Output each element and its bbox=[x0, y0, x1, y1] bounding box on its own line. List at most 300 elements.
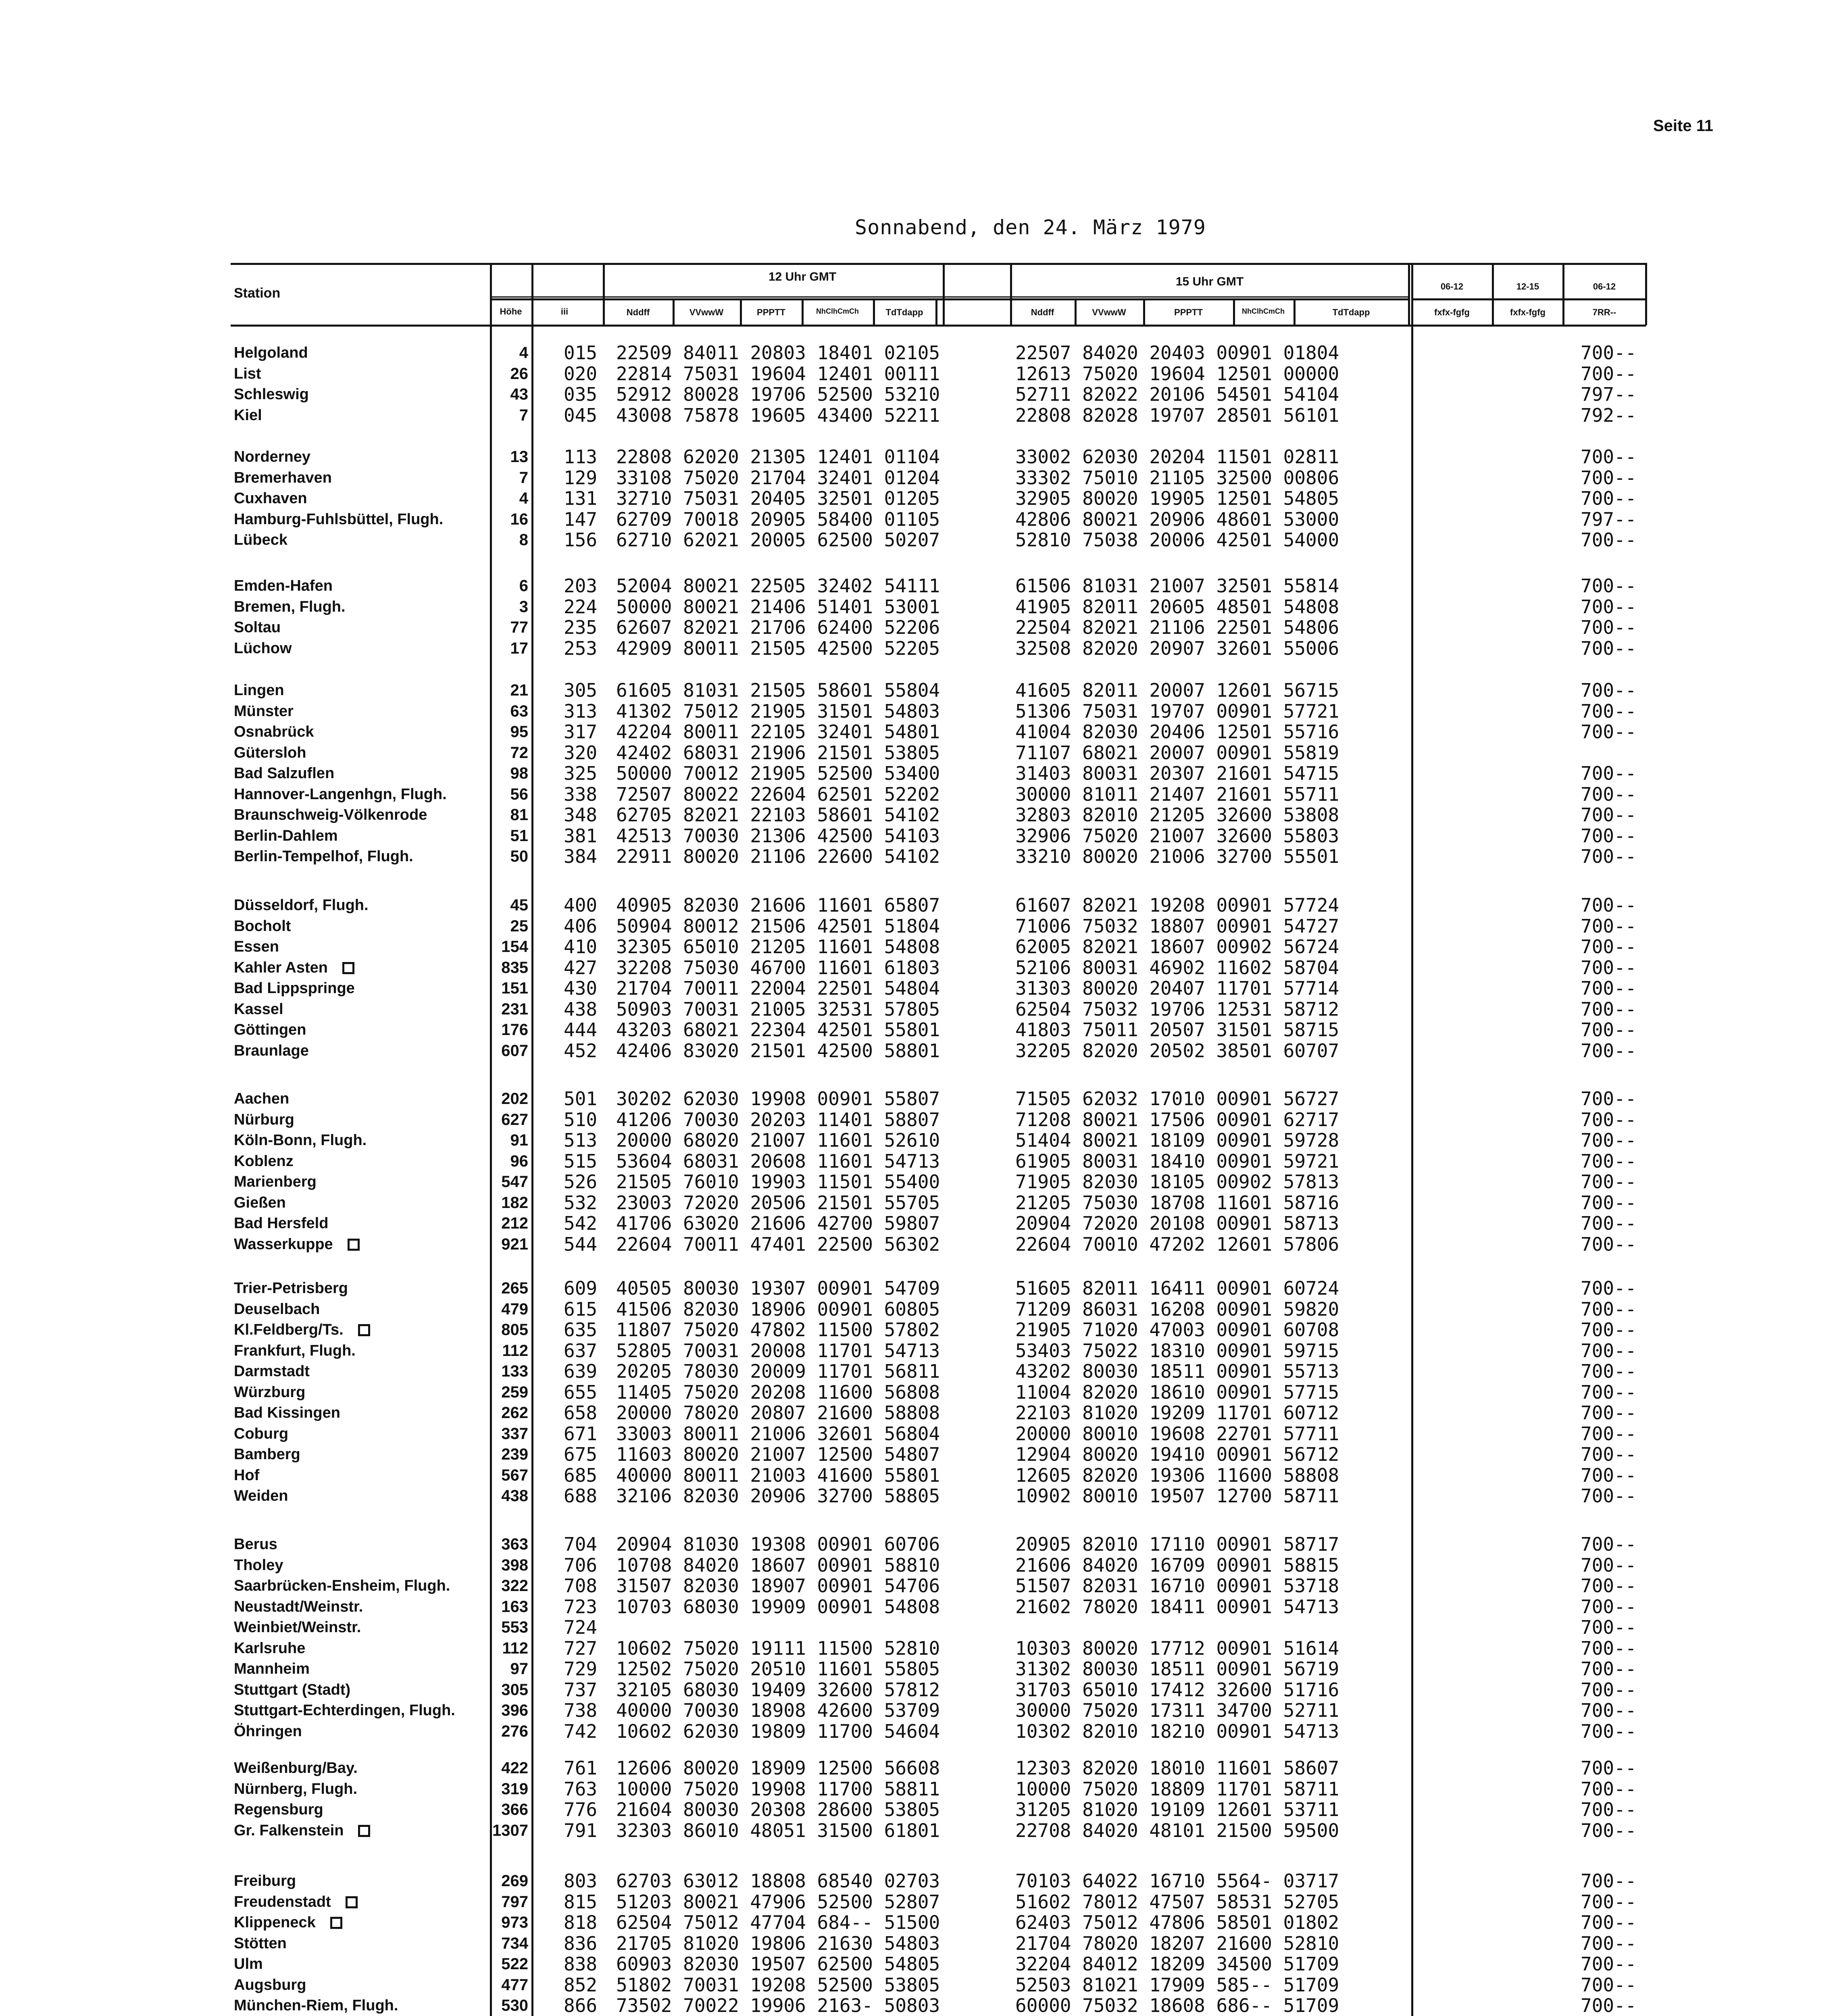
station-group bbox=[0, 1534, 1833, 1742]
station-name-text: Nürburg bbox=[234, 1111, 294, 1128]
station-height: 4 bbox=[519, 344, 528, 362]
station-height: 479 bbox=[501, 1300, 528, 1318]
obs-12-gmt: 32305 65010 21205 11601 54808 bbox=[616, 936, 940, 958]
precip-code: 700-- bbox=[1581, 679, 1637, 701]
station-height: 398 bbox=[501, 1556, 528, 1574]
precip-code: 700-- bbox=[1581, 1757, 1637, 1779]
mountain-station-square-icon bbox=[342, 962, 354, 974]
table-row bbox=[0, 1278, 1833, 1299]
obs-12-gmt: 43203 68021 22304 42501 55801 bbox=[616, 1019, 940, 1041]
obs-12-gmt: 21705 81020 19806 21630 54803 bbox=[616, 1932, 940, 1954]
table-row bbox=[0, 1444, 1833, 1465]
table-row bbox=[0, 405, 1833, 426]
station-name bbox=[234, 597, 346, 618]
station-height: 269 bbox=[501, 1872, 528, 1890]
station-height: 91 bbox=[510, 1131, 528, 1149]
obs-12-gmt: 22911 80020 21106 22600 54102 bbox=[616, 846, 940, 867]
station-name-text: Bad Lippspringe bbox=[234, 980, 355, 997]
table-row bbox=[0, 1130, 1833, 1151]
station-index: 763 bbox=[564, 1778, 598, 1800]
precip-code: 700-- bbox=[1581, 1778, 1637, 1800]
station-name-text: Weiden bbox=[234, 1487, 288, 1504]
station-name-text: Soltau bbox=[234, 619, 281, 636]
station-index: 635 bbox=[564, 1319, 598, 1341]
hoehe-column-header: Höhe bbox=[500, 306, 522, 317]
block-12-gmt-header: 12 Uhr GMT bbox=[768, 270, 837, 283]
station-name-text: Deuselbach bbox=[234, 1300, 320, 1318]
station-name-text: Bad Hersfeld bbox=[234, 1215, 329, 1232]
obs-12-gmt: 51802 70031 19208 52500 53805 bbox=[616, 1974, 940, 1996]
station-name bbox=[234, 1193, 286, 1214]
obs-15-gmt: 22708 84020 48101 21500 59500 bbox=[1015, 1819, 1339, 1841]
obs-15-gmt: 51507 82031 16710 00901 53718 bbox=[1015, 1575, 1339, 1597]
table-row bbox=[0, 1299, 1833, 1320]
station-name-text: Frankfurt, Flugh. bbox=[234, 1342, 356, 1359]
precip-code: 700-- bbox=[1581, 700, 1637, 722]
station-group bbox=[0, 1758, 1833, 1841]
station-name-text: Freudenstadt bbox=[234, 1893, 331, 1910]
station-name-text: Gießen bbox=[234, 1194, 286, 1211]
obs-15-gmt: 61506 81031 21007 32501 55814 bbox=[1015, 575, 1339, 597]
precip-code: 700-- bbox=[1581, 1637, 1637, 1659]
obs-12-gmt: 32710 75031 20405 32501 01205 bbox=[616, 487, 940, 509]
station-name-text: Bocholt bbox=[234, 917, 291, 935]
station-index: 253 bbox=[564, 637, 598, 659]
station-index: 708 bbox=[564, 1575, 598, 1597]
station-name bbox=[234, 978, 355, 999]
obs-15-gmt: 22507 84020 20403 00901 01804 bbox=[1015, 342, 1339, 364]
station-name-text: Stötten bbox=[234, 1935, 287, 1952]
obs-15-gmt: 71208 80021 17506 00901 62717 bbox=[1015, 1108, 1339, 1131]
obs-12-gmt: 40000 70030 18908 42600 53709 bbox=[616, 1699, 940, 1721]
station-index: 639 bbox=[564, 1360, 598, 1382]
table-row bbox=[0, 1912, 1833, 1933]
obs-12-gmt: 50904 80012 21506 42501 51804 bbox=[616, 915, 940, 937]
station-height: 25 bbox=[510, 917, 528, 935]
station-name-text: Köln-Bonn, Flugh. bbox=[234, 1132, 367, 1149]
station-height: 77 bbox=[510, 619, 528, 636]
station-index: 532 bbox=[564, 1191, 598, 1214]
table-row bbox=[0, 1534, 1833, 1555]
obs-12-gmt: 42406 83020 21501 42500 58801 bbox=[616, 1039, 940, 1062]
obs-15-gmt: 22103 81020 19209 11701 60712 bbox=[1015, 1402, 1339, 1424]
station-height: 21 bbox=[510, 681, 528, 699]
station-name-text: Berlin-Dahlem bbox=[234, 827, 338, 844]
station-name bbox=[234, 468, 332, 489]
station-height: 6 bbox=[519, 577, 528, 595]
station-name-text: Würzburg bbox=[234, 1383, 306, 1401]
station-name bbox=[234, 763, 334, 784]
obs-12-gmt: 30202 62030 19908 00901 55807 bbox=[616, 1088, 940, 1110]
obs-15-gmt: 52810 75038 20006 42501 54000 bbox=[1015, 529, 1339, 551]
table-row bbox=[0, 1721, 1833, 1742]
station-height: 98 bbox=[510, 764, 528, 782]
station-name bbox=[234, 1638, 305, 1659]
obs-12-gmt: 40000 80011 21003 41600 55801 bbox=[616, 1464, 940, 1486]
station-name bbox=[234, 1130, 367, 1151]
obs-15-gmt: 22504 82021 21106 22501 54806 bbox=[1015, 616, 1339, 638]
table-row bbox=[0, 1892, 1833, 1913]
precip-code: 700-- bbox=[1581, 1932, 1637, 1954]
station-group bbox=[0, 895, 1833, 1061]
precip-code: 700-- bbox=[1581, 637, 1637, 659]
precip-code: 700-- bbox=[1581, 1191, 1637, 1214]
precip-code: 700-- bbox=[1581, 762, 1637, 784]
station-name-text: Göttingen bbox=[234, 1021, 306, 1038]
obs-12-gmt: 53604 68031 20608 11601 54713 bbox=[616, 1150, 940, 1172]
station-name-text: Augsburg bbox=[234, 1976, 306, 1993]
station-index: 761 bbox=[564, 1757, 598, 1779]
station-name bbox=[234, 509, 443, 530]
station-name bbox=[234, 1172, 317, 1193]
station-index: 224 bbox=[564, 596, 598, 618]
precip-code: 700-- bbox=[1581, 1233, 1637, 1255]
station-name bbox=[234, 1892, 358, 1913]
station-group bbox=[0, 1278, 1833, 1507]
station-name-text: Regensburg bbox=[234, 1801, 323, 1818]
station-height: 627 bbox=[501, 1110, 528, 1129]
station-name bbox=[234, 1779, 357, 1800]
station-height: 97 bbox=[510, 1660, 528, 1678]
obs-15-gmt: 12613 75020 19604 12501 00000 bbox=[1015, 362, 1339, 385]
station-height: 112 bbox=[502, 1341, 528, 1360]
precip-code: 700-- bbox=[1581, 1088, 1637, 1110]
station-index: 320 bbox=[564, 741, 598, 764]
station-index: 513 bbox=[564, 1129, 598, 1151]
obs-15-gmt: 71505 62032 17010 00901 56727 bbox=[1015, 1088, 1339, 1110]
station-height: 182 bbox=[501, 1193, 528, 1212]
precip-code: 700-- bbox=[1581, 1171, 1637, 1193]
obs-15-gmt: 31302 80030 18511 00901 56719 bbox=[1015, 1658, 1339, 1680]
precip-code: 792-- bbox=[1581, 404, 1637, 426]
station-name-text: Norderney bbox=[234, 448, 311, 465]
station-name-text: Koblenz bbox=[234, 1152, 294, 1170]
station-height: 239 bbox=[501, 1445, 528, 1463]
table-row bbox=[0, 1555, 1833, 1576]
station-index: 313 bbox=[564, 700, 598, 722]
precip-code: 700-- bbox=[1581, 1443, 1637, 1465]
station-index: 738 bbox=[564, 1699, 598, 1721]
station-name-text: Lüchow bbox=[234, 639, 292, 657]
table-row bbox=[0, 1041, 1833, 1062]
obs-15-gmt: 20000 80010 19608 22701 57711 bbox=[1015, 1422, 1339, 1445]
table-row bbox=[0, 1700, 1833, 1721]
station-group bbox=[0, 1871, 1833, 2016]
table-row bbox=[0, 805, 1833, 826]
station-index: 727 bbox=[564, 1637, 598, 1659]
station-height: 7 bbox=[519, 406, 528, 424]
obs-15-gmt: 61905 80031 18410 00901 59721 bbox=[1015, 1150, 1339, 1172]
station-index: 020 bbox=[564, 362, 598, 385]
obs-15-gmt: 41803 75011 20507 31501 58715 bbox=[1015, 1019, 1339, 1041]
table-row bbox=[0, 468, 1833, 489]
extra-header-06-12-a: 06-12 bbox=[1440, 281, 1464, 292]
obs-12-gmt: 10703 68030 19909 00901 54808 bbox=[616, 1595, 940, 1618]
station-name bbox=[234, 895, 369, 916]
station-name-text: Berlin-Tempelhof, Flugh. bbox=[234, 848, 413, 865]
extra-subheader-precip: 7RR-- bbox=[1592, 307, 1616, 317]
obs-12-gmt: 22814 75031 19604 12401 00111 bbox=[616, 362, 940, 385]
obs-12-gmt: 62710 62021 20005 62500 50207 bbox=[616, 529, 940, 551]
station-index: 866 bbox=[564, 1995, 598, 2016]
station-name bbox=[234, 743, 306, 764]
station-name-text: Bremen, Flugh. bbox=[234, 598, 346, 615]
precip-code: 700-- bbox=[1581, 1339, 1637, 1362]
extra-subheader-gust-b: fxfx-fgfg bbox=[1510, 307, 1546, 317]
station-height: 56 bbox=[510, 785, 528, 803]
precip-code: 700-- bbox=[1581, 1319, 1637, 1341]
precip-code: 700-- bbox=[1581, 783, 1637, 805]
precip-code: 700-- bbox=[1581, 487, 1637, 509]
station-height: 176 bbox=[501, 1021, 528, 1039]
table-row bbox=[0, 763, 1833, 784]
station-index: 838 bbox=[564, 1953, 598, 1975]
station-height: 363 bbox=[501, 1535, 528, 1553]
obs-12-gmt: 10708 84020 18607 00901 58810 bbox=[616, 1554, 940, 1576]
station-height: 212 bbox=[501, 1214, 528, 1232]
station-height: 567 bbox=[501, 1466, 528, 1484]
precip-code: 700-- bbox=[1581, 1464, 1637, 1486]
station-index: 381 bbox=[564, 825, 598, 847]
precip-code: 700-- bbox=[1581, 894, 1637, 916]
precip-code: 700-- bbox=[1581, 1485, 1637, 1507]
obs-15-gmt: 21602 78020 18411 00901 54713 bbox=[1015, 1595, 1339, 1618]
col15-tdapp: TdTdapp bbox=[1332, 307, 1370, 317]
precip-code: 700-- bbox=[1581, 1129, 1637, 1151]
station-height: 112 bbox=[502, 1639, 528, 1657]
station-index: 400 bbox=[564, 894, 598, 916]
station-index: 544 bbox=[564, 1233, 598, 1255]
precip-code: 700-- bbox=[1581, 616, 1637, 638]
station-name bbox=[234, 784, 447, 805]
station-name bbox=[234, 1680, 350, 1701]
precip-code: 797-- bbox=[1581, 508, 1637, 530]
obs-15-gmt: 32204 84012 18209 34500 51709 bbox=[1015, 1953, 1339, 1975]
col12-ppptt: PPPTT bbox=[757, 307, 785, 317]
obs-12-gmt: 50903 70031 21005 32531 57805 bbox=[616, 998, 940, 1020]
station-index: 501 bbox=[564, 1088, 598, 1110]
precip-code: 797-- bbox=[1581, 383, 1637, 405]
station-height: 8 bbox=[519, 531, 528, 549]
table-row bbox=[0, 1110, 1833, 1131]
station-name bbox=[234, 1975, 306, 1996]
station-height: 305 bbox=[501, 1681, 528, 1699]
obs-15-gmt: 31205 81020 19109 12601 53711 bbox=[1015, 1799, 1339, 1820]
precip-code: 700-- bbox=[1581, 846, 1637, 867]
station-name-text: Hof bbox=[234, 1466, 260, 1484]
station-index: 015 bbox=[564, 342, 598, 364]
station-name-text: Kl.Feldberg/Ts. bbox=[234, 1321, 344, 1338]
obs-12-gmt: 10602 62030 19809 11700 54604 bbox=[616, 1720, 940, 1742]
obs-12-gmt: 22509 84011 20803 18401 02105 bbox=[616, 342, 940, 364]
col12-vvwww: VVwwW bbox=[689, 307, 724, 317]
table-row bbox=[0, 1486, 1833, 1507]
station-name bbox=[234, 1444, 300, 1465]
station-index: 836 bbox=[564, 1932, 598, 1954]
obs-15-gmt: 52711 82022 20106 54501 54104 bbox=[1015, 383, 1339, 405]
precip-code: 700-- bbox=[1581, 1912, 1637, 1933]
table-row bbox=[0, 509, 1833, 530]
mountain-station-square-icon bbox=[346, 1896, 358, 1908]
station-name-text: Stuttgart-Echterdingen, Flugh. bbox=[234, 1702, 455, 1719]
station-index: 706 bbox=[564, 1554, 598, 1576]
station-name bbox=[234, 1617, 361, 1638]
station-height: 262 bbox=[501, 1404, 528, 1422]
precip-code: 700-- bbox=[1581, 1799, 1637, 1820]
station-name bbox=[234, 1278, 348, 1299]
obs-15-gmt: 11004 82020 18610 00901 57715 bbox=[1015, 1381, 1339, 1403]
station-name-text: Wasserkuppe bbox=[234, 1235, 333, 1253]
obs-15-gmt: 20904 72020 20108 00901 58713 bbox=[1015, 1212, 1339, 1234]
iii-column-header: iii bbox=[560, 306, 569, 317]
obs-15-gmt: 51306 75031 19707 00901 57721 bbox=[1015, 700, 1339, 722]
table-row bbox=[0, 1020, 1833, 1041]
station-index: 688 bbox=[564, 1485, 598, 1507]
obs-15-gmt: 62504 75032 19706 12531 58712 bbox=[1015, 998, 1339, 1020]
table-row bbox=[0, 1820, 1833, 1841]
station-group bbox=[0, 576, 1833, 659]
precip-code: 700-- bbox=[1581, 1720, 1637, 1742]
table-row bbox=[0, 916, 1833, 937]
obs-12-gmt: 23003 72020 20506 21501 55705 bbox=[616, 1191, 940, 1214]
station-index: 542 bbox=[564, 1212, 598, 1234]
station-name bbox=[234, 722, 314, 743]
obs-15-gmt: 61607 82021 19208 00901 57724 bbox=[1015, 894, 1339, 916]
table-row bbox=[0, 617, 1833, 638]
station-name-text: Weißenburg/Bay. bbox=[234, 1760, 358, 1776]
obs-15-gmt: 32906 75020 21007 32600 55803 bbox=[1015, 825, 1339, 847]
obs-12-gmt: 20904 81030 19308 00901 60706 bbox=[616, 1533, 940, 1555]
obs-12-gmt: 32105 68030 19409 32600 57812 bbox=[616, 1679, 940, 1701]
obs-12-gmt: 32106 82030 20906 32700 58805 bbox=[616, 1485, 940, 1507]
obs-12-gmt: 52912 80028 19706 52500 53210 bbox=[616, 383, 940, 405]
station-name-text: Kiel bbox=[234, 406, 262, 424]
station-height: 72 bbox=[510, 744, 528, 762]
station-name-text: Aachen bbox=[234, 1090, 290, 1107]
table-row bbox=[0, 597, 1833, 618]
station-index: 526 bbox=[564, 1171, 598, 1193]
table-row bbox=[0, 999, 1833, 1020]
obs-12-gmt: 31507 82030 18907 00901 54706 bbox=[616, 1575, 940, 1597]
station-height: 337 bbox=[501, 1425, 528, 1443]
mountain-station-square-icon bbox=[348, 1239, 360, 1251]
station-index: 685 bbox=[564, 1464, 598, 1486]
table-row bbox=[0, 978, 1833, 999]
station-height: 1307 bbox=[492, 1821, 528, 1839]
obs-15-gmt: 12605 82020 19306 11600 58808 bbox=[1015, 1464, 1339, 1486]
obs-12-gmt: 50000 70012 21905 52500 53400 bbox=[616, 762, 940, 784]
table-row bbox=[0, 447, 1833, 468]
table-row bbox=[0, 1089, 1833, 1110]
station-name-text: Marienberg bbox=[234, 1173, 317, 1190]
station-name bbox=[234, 1020, 306, 1041]
precip-code: 700-- bbox=[1581, 721, 1637, 743]
station-index: 655 bbox=[564, 1381, 598, 1403]
station-height: 835 bbox=[501, 958, 528, 977]
station-height: 259 bbox=[501, 1383, 528, 1401]
obs-15-gmt: 32508 82020 20907 32601 55006 bbox=[1015, 637, 1339, 659]
station-name bbox=[234, 916, 291, 937]
station-name bbox=[234, 1912, 342, 1933]
precip-code: 700-- bbox=[1581, 1819, 1637, 1841]
station-name-text: Klippeneck bbox=[234, 1914, 316, 1931]
station-index: 658 bbox=[564, 1402, 598, 1424]
obs-15-gmt: 30000 75020 17311 34700 52711 bbox=[1015, 1699, 1339, 1721]
precip-code: 700-- bbox=[1581, 467, 1637, 489]
station-name-text: Bremerhaven bbox=[234, 469, 332, 486]
station-index: 325 bbox=[564, 762, 598, 784]
station-height: 322 bbox=[501, 1577, 528, 1595]
precip-code: 700-- bbox=[1581, 1595, 1637, 1618]
table-row bbox=[0, 384, 1833, 405]
obs-15-gmt: 10902 80010 19507 12700 58711 bbox=[1015, 1485, 1339, 1507]
station-index: 406 bbox=[564, 915, 598, 937]
table-row bbox=[0, 638, 1833, 659]
station-index: 156 bbox=[564, 529, 598, 551]
station-group bbox=[0, 1089, 1833, 1255]
precip-code: 700-- bbox=[1581, 1298, 1637, 1320]
extra-header-06-12-b: 06-12 bbox=[1593, 281, 1616, 292]
station-height: 95 bbox=[510, 723, 528, 741]
station-name-text: Gütersloh bbox=[234, 744, 306, 761]
station-height: 276 bbox=[501, 1722, 528, 1740]
obs-12-gmt: 41706 63020 21606 42700 59807 bbox=[616, 1212, 940, 1234]
precip-code: 700-- bbox=[1581, 977, 1637, 999]
station-name-text: Helgoland bbox=[234, 344, 308, 361]
col12-clouds: NhClhCmCh bbox=[816, 307, 859, 315]
station-name-text: Hamburg-Fuhlsbüttel, Flugh. bbox=[234, 510, 444, 528]
obs-12-gmt: 43008 75878 19605 43400 52211 bbox=[616, 404, 940, 426]
precip-code: 700-- bbox=[1581, 1699, 1637, 1721]
table-row bbox=[0, 722, 1833, 743]
station-name bbox=[234, 846, 413, 867]
obs-12-gmt: 62703 63012 18808 68540 02703 bbox=[616, 1870, 940, 1892]
station-height: 921 bbox=[501, 1235, 528, 1253]
obs-12-gmt: 32303 86010 48051 31500 61801 bbox=[616, 1819, 940, 1841]
station-height: 231 bbox=[501, 1000, 528, 1018]
station-name bbox=[234, 1299, 320, 1320]
obs-15-gmt: 10000 75020 18809 11701 58711 bbox=[1015, 1778, 1339, 1800]
precip-code: 700-- bbox=[1581, 446, 1637, 468]
station-name bbox=[234, 1871, 296, 1892]
table-row bbox=[0, 1465, 1833, 1486]
obs-12-gmt: 22604 70011 47401 22500 56302 bbox=[616, 1233, 940, 1255]
obs-12-gmt: 11405 75020 20208 11600 56808 bbox=[616, 1381, 940, 1403]
precip-code: 700-- bbox=[1581, 1019, 1637, 1041]
station-name bbox=[234, 617, 281, 638]
station-index: 818 bbox=[564, 1912, 598, 1933]
precip-code: 700-- bbox=[1581, 998, 1637, 1020]
precip-code: 700-- bbox=[1581, 825, 1637, 847]
table-row bbox=[0, 1659, 1833, 1680]
obs-15-gmt: 41605 82011 20007 12601 56715 bbox=[1015, 679, 1339, 701]
precip-code: 700-- bbox=[1581, 596, 1637, 618]
table-row bbox=[0, 1341, 1833, 1362]
obs-15-gmt: 30000 81011 21407 21601 55711 bbox=[1015, 783, 1339, 805]
station-height: 43 bbox=[510, 385, 528, 403]
obs-12-gmt: 20205 78030 20009 11701 56811 bbox=[616, 1360, 940, 1382]
station-name bbox=[234, 364, 261, 385]
extra-subheader-gust-a: fxfx-fgfg bbox=[1434, 307, 1470, 317]
table-row bbox=[0, 1954, 1833, 1975]
station-name-text: Emden-Hafen bbox=[234, 577, 333, 594]
obs-15-gmt: 53403 75022 18310 00901 59715 bbox=[1015, 1339, 1339, 1362]
table-row bbox=[0, 826, 1833, 847]
station-height: 13 bbox=[510, 448, 528, 466]
obs-12-gmt: 40505 80030 19307 00901 54709 bbox=[616, 1277, 940, 1299]
obs-15-gmt: 33002 62030 20204 11501 02811 bbox=[1015, 446, 1339, 468]
station-name bbox=[234, 1151, 294, 1172]
